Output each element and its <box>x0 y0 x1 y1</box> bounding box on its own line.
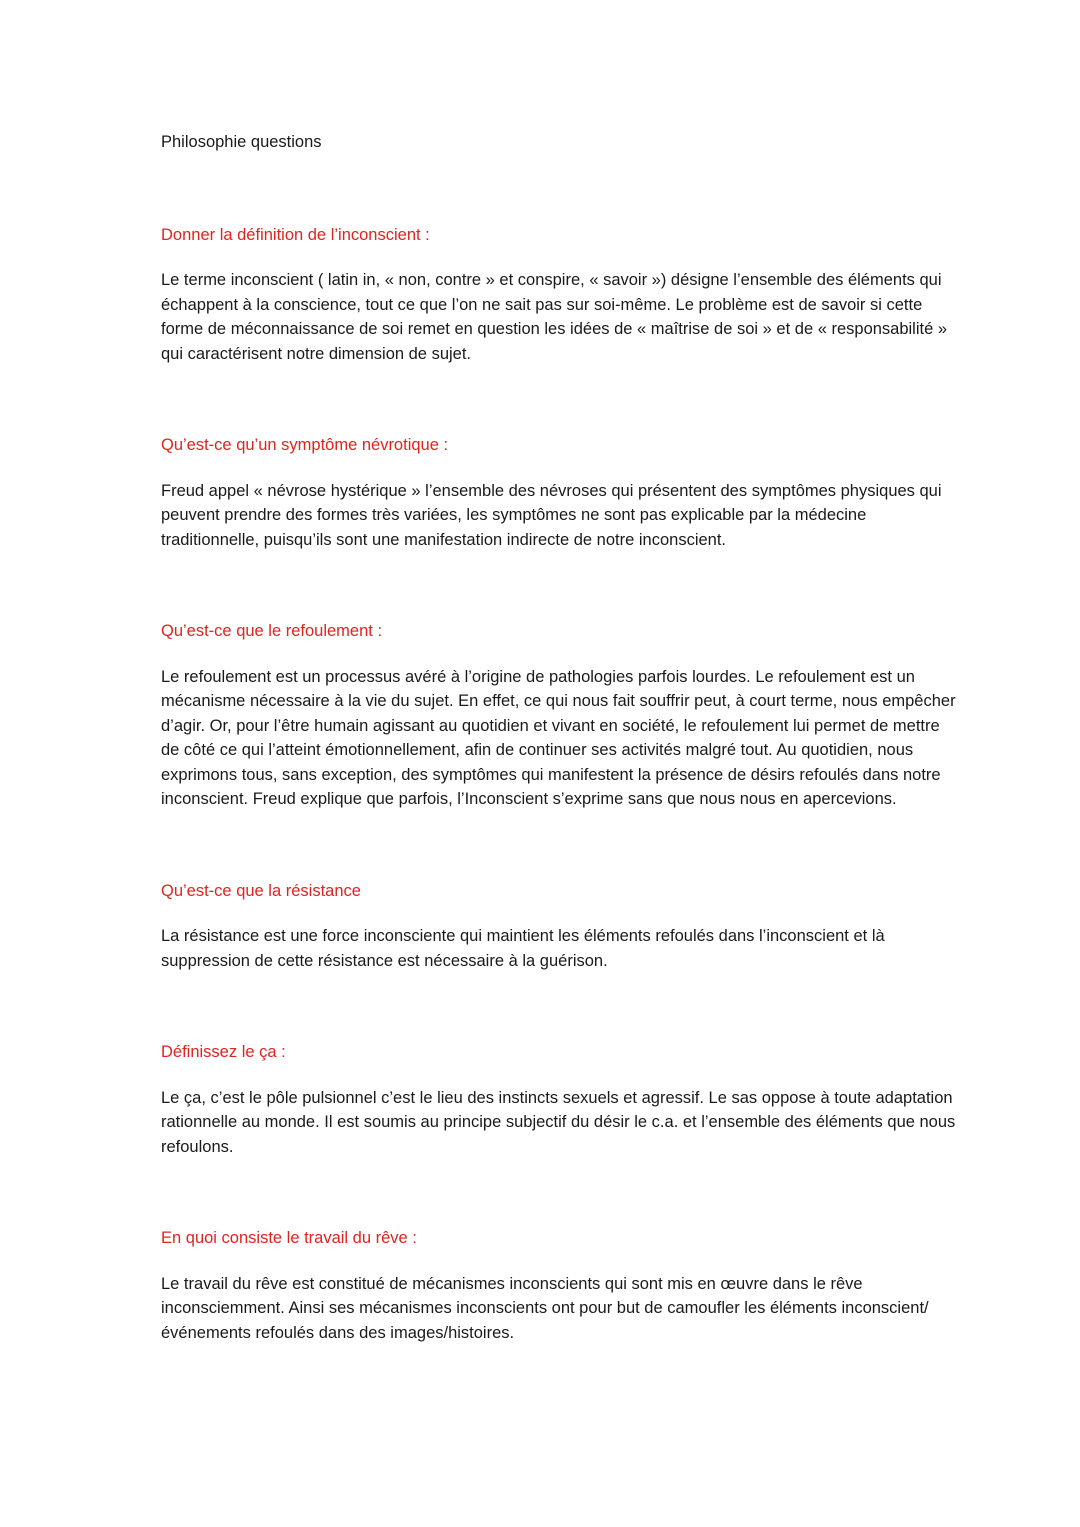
question-heading: Définissez le ça : <box>161 1043 286 1061</box>
qa-section-refoulement <box>161 619 961 812</box>
qa-section-ca <box>161 1040 961 1159</box>
qa-section-resistance <box>161 879 961 974</box>
answer-paragraph: Freud appel « névrose hystérique » l’ensemble des névroses qui présentent des symptômes physiques qui peuvent prendre des formes très variées, les symptômes ne sont pas explicable par la médecine traditionnelle, puisqu’ils sont une manifestation indirecte de notre inconscient. <box>161 481 942 549</box>
qa-section-symptome <box>161 433 961 552</box>
answer-paragraph: Le travail du rêve est constitué de mécanismes inconscients qui sont mis en œuvre dans le rêve inconsciemment. Ainsi ses mécanismes inconscients ont pour but de camoufler les éléments inconscient/ événements refoulés dans des images/histoires. <box>161 1274 929 1342</box>
question-heading: Qu’est-ce qu’un symptôme névrotique : <box>161 436 449 454</box>
document-title: Philosophie questions <box>161 133 322 151</box>
answer-paragraph: La résistance est une force inconsciente qui maintient les éléments refoulés dans l’inconscient et là suppression de cette résistance est nécessaire à la guérison. <box>161 927 885 970</box>
question-heading: Qu’est-ce que le refoulement : <box>161 622 383 640</box>
answer-paragraph: Le terme inconscient ( latin in, « non, contre » et conspire, « savoir ») désigne l’ensemble des éléments qui échappent à la conscience, tout ce que l’on ne sait pas sur soi-même. Le problème est de savoir si cette forme de méconnaissance de soi remet en question les idées de « maîtrise de soi » et de « responsabilité » qui caractérisent notre dimension de sujet. <box>161 271 948 363</box>
question-heading: En quoi consiste le travail du rêve : <box>161 1229 417 1247</box>
question-heading: Donner la définition de l’inconscient : <box>161 225 430 244</box>
qa-section-travail-reve <box>161 1226 961 1345</box>
answer-paragraph: Le refoulement est un processus avéré à l’origine de pathologies parfois lourdes. Le refoulement est un mécanisme nécessaire à la vie du sujet. En effet, ce qui nous fait souffrir peut, à court terme, nous empêcher d’agir. Or, pour l’être humain agissant au quotidien et vivant en société, le refoulement lui permet de mettre de côté ce qui l’atteint émotionnellement, afin de continuer ses activités malgré tout. Au quotidien, nous exprimons tous, sans exception, des symptômes qui manifestent la présence de désirs refoulés dans notre inconscient. Freud explique que parfois, l’Inconscient s’exprime sans que nous nous en apercevions. <box>161 667 956 808</box>
question-heading: Qu’est-ce que la résistance <box>161 881 361 900</box>
document-page <box>161 130 961 1345</box>
answer-paragraph: Le ça, c’est le pôle pulsionnel c’est le lieu des instincts sexuels et agressif. Le sas oppose à toute adaptation rationnelle au monde. Il est soumis au principe subjectif du désir le c.a. et l’ensemble des éléments que nous refoulons. <box>161 1088 956 1156</box>
qa-section-inconscient <box>161 223 961 367</box>
